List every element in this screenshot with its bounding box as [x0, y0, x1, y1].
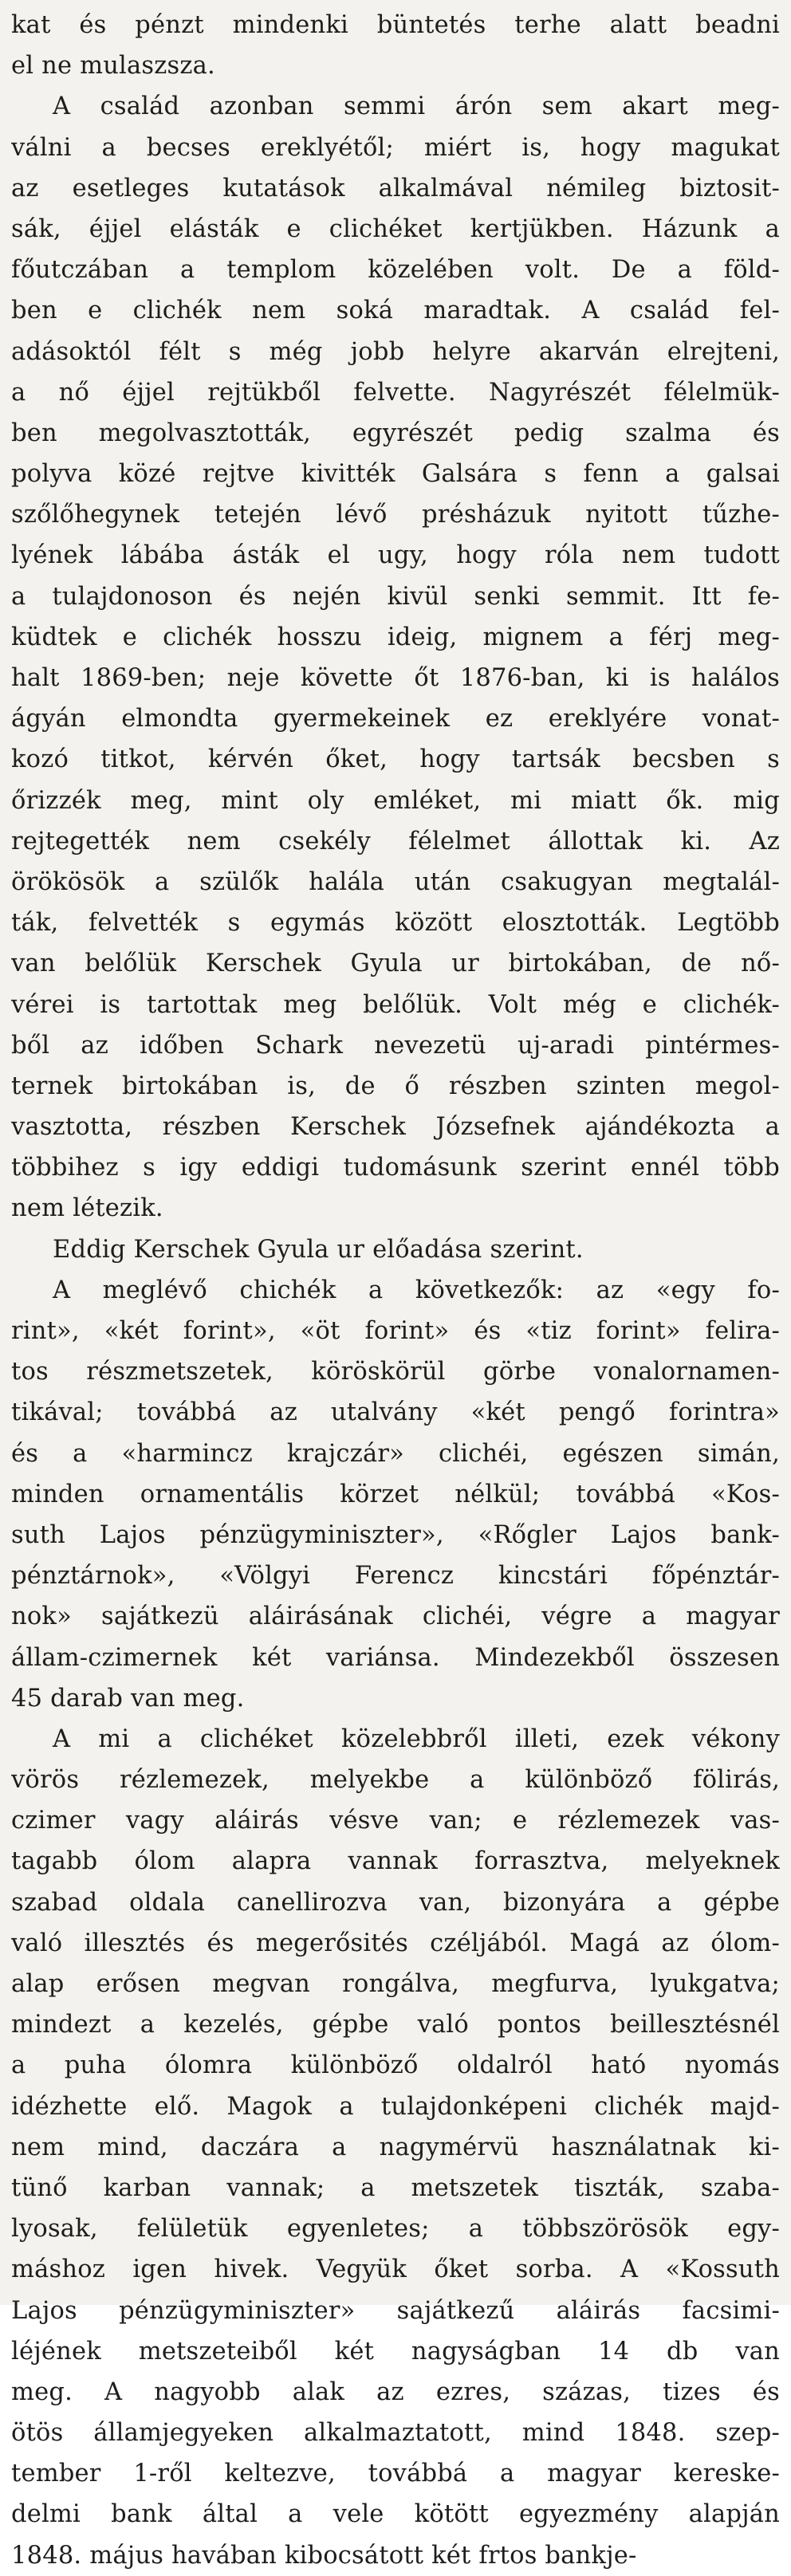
- text-line: tagabb ólom alapra vannak forrasztva, melyeknek: [11, 1847, 780, 1876]
- text-line: többihez s igy eddigi tudomásunk szerint ennél több: [11, 1154, 780, 1182]
- text-line: a tulajdonoson és nején kivül senki semmit. Itt fe-: [11, 582, 780, 611]
- text-line: rint», «két forint», «öt forint» és «tiz forint» felira-: [11, 1317, 780, 1345]
- text-line: vérei is tartottak meg belőlük. Volt még e clichék-: [11, 990, 780, 1019]
- text-line: meg. A nagyobb alak az ezres, százas, tizes és: [11, 2377, 780, 2406]
- text-line: az esetleges kutatások alkalmával némileg biztosit-: [11, 174, 780, 203]
- text-line: ternek birtokában is, de ő részben szinten megol-: [11, 1072, 780, 1100]
- text-line: vasztotta, részben Kerschek Józsefnek ajándékozta a: [11, 1113, 780, 1142]
- text-line: tikával; továbbá az utalvány «két pengő forintra»: [11, 1398, 780, 1427]
- text-line: ötös államjegyeken alkalmaztatott, mind 1848. szep-: [11, 2419, 780, 2448]
- text-line: szőlőhegynek tetején lévő présházuk nyitott tűzhe-: [11, 501, 780, 529]
- text-line: tember 1-ről keltezve, továbbá a magyar kereske-: [11, 2460, 780, 2488]
- text-line: czimer vagy aláirás vésve van; e rézlemezek vas-: [11, 1807, 780, 1835]
- text-line: lyosak, felületük egyenletes; a többszörösök egy-: [11, 2215, 780, 2244]
- text-line: Eddig Kerschek Gyula ur előadása szerint.: [53, 1235, 584, 1264]
- text-line: örökösök a szülők halála után csakugyan megtalál-: [11, 867, 780, 896]
- text-line: őrizzék meg, mint oly emléket, mi miatt ők. mig: [11, 786, 780, 815]
- text-line: idézhette elő. Magok a tulajdonképeni clichék majd-: [11, 2092, 780, 2121]
- text-line: ták, felvették s egymás között elosztották. Legtöbb: [11, 909, 780, 938]
- text-line: minden ornamentális körzet nélkül; továbbá «Kos-: [11, 1480, 780, 1508]
- text-line: küdtek e clichék hosszu ideig, mignem a férj meg-: [11, 623, 780, 651]
- text-line: ágyán elmondta gyermekeinek ez ereklyére vonat-: [11, 705, 780, 733]
- text-line: máshoz igen hivek. Vegyük őket sorba. A «Kossuth: [11, 2255, 780, 2284]
- paragraph: [11, 86, 780, 1229]
- paragraph: [11, 1229, 780, 1270]
- text-line: tünő karban vannak; a metszetek tiszták, szaba-: [11, 2173, 780, 2202]
- article-text: [11, 5, 780, 2576]
- text-line: való illesztés és megerősités czéljából. Magá az ólom-: [11, 1929, 780, 1957]
- text-line: nem létezik.: [11, 1194, 163, 1223]
- text-line: rejtegették nem csekély félelmet állottak ki. Az: [11, 827, 780, 855]
- text-line: állam-czimernek két variánsa. Mindezekből összesen: [11, 1643, 780, 1672]
- text-line: ben megolvasztották, egyrészét pedig szalma és: [11, 419, 780, 447]
- text-line: szabad oldala canellirozva van, bizonyára a gépbe: [11, 1888, 780, 1917]
- text-line: A meglévő chichék a következők: az «egy fo-: [53, 1276, 780, 1304]
- text-line: nok» sajátkezü aláirásának clichéi, végre a magyar: [11, 1603, 780, 1631]
- text-line: A mi a clichéket közelebbről illeti, ezek vékony: [53, 1725, 780, 1753]
- text-line: A család azonban semmi árón sem akart meg-: [53, 92, 780, 121]
- text-line: válni a becses ereklyétől; miért is, hogy magukat: [11, 133, 780, 162]
- text-line: suth Lajos pénzügyminiszter», «Rőgler Lajos bank-: [11, 1520, 780, 1549]
- text-line: el ne mulaszsza.: [11, 52, 215, 81]
- text-line: 45 darab van meg.: [11, 1684, 245, 1713]
- text-line: adásoktól félt s még jobb helyre akarván elrejteni,: [11, 337, 780, 366]
- text-line: alap erősen megvan rongálva, megfurva, lyukgatva;: [11, 1970, 780, 1998]
- text-line: pénztárnok», «Völgyi Ferencz kincstári főpénztár-: [11, 1562, 780, 1591]
- text-line: vörös rézlemezek, melyekbe a különböző fölirás,: [11, 1766, 780, 1795]
- text-line: főutczában a templom közelében volt. De a föld-: [11, 256, 780, 285]
- text-line: delmi bank által a vele kötött egyezmény alapján: [11, 2500, 780, 2529]
- text-line: nem mind, daczára a nagymérvü használatnak ki-: [11, 2133, 780, 2161]
- paragraph: [11, 1719, 780, 2576]
- text-line: van belőlük Kerschek Gyula ur birtokában, de nő-: [11, 950, 780, 978]
- text-line: a puha ólomra különböző oldalról ható nyomás: [11, 2051, 780, 2080]
- text-line: ből az időben Schark nevezetü uj-aradi pintérmes-: [11, 1031, 780, 1060]
- text-line: mindezt a kezelés, gépbe való pontos beillesztésnél: [11, 2011, 780, 2039]
- text-line: ben e clichék nem soká maradtak. A család fel-: [11, 297, 780, 325]
- text-line: lyének lábába ásták el ugy, hogy róla nem tudott: [11, 541, 780, 570]
- text-line: polyva közé rejtve kivitték Galsára s fenn a galsai: [11, 460, 780, 489]
- text-line: Lajos pénzügyminiszter» sajátkezű aláirás facsimi-: [11, 2296, 780, 2325]
- text-line: kat és pénzt mindenki büntetés terhe alatt beadni: [11, 11, 780, 39]
- text-line: és a «harmincz krajczár» clichéi, egészen simán,: [11, 1439, 780, 1468]
- text-line: halt 1869-ben; neje követte őt 1876-ban, ki is halálos: [11, 664, 780, 692]
- text-line: kozó titkot, kérvén őket, hogy tartsák becsben s: [11, 745, 780, 774]
- text-line: 1848. május havában kibocsátott két frtos bankje-: [11, 2541, 637, 2570]
- text-line: léjének metszeteiből két nagyságban 14 db van: [11, 2337, 780, 2366]
- text-line: sák, éjjel elásták e clichéket kertjükben. Házunk a: [11, 214, 780, 243]
- paragraph: [11, 5, 780, 86]
- paragraph: [11, 1270, 780, 1719]
- text-line: a nő éjjel rejtükből felvette. Nagyrészét félelmük-: [11, 378, 780, 407]
- text-line: tos részmetszetek, köröskörül görbe vonalornamen-: [11, 1358, 780, 1386]
